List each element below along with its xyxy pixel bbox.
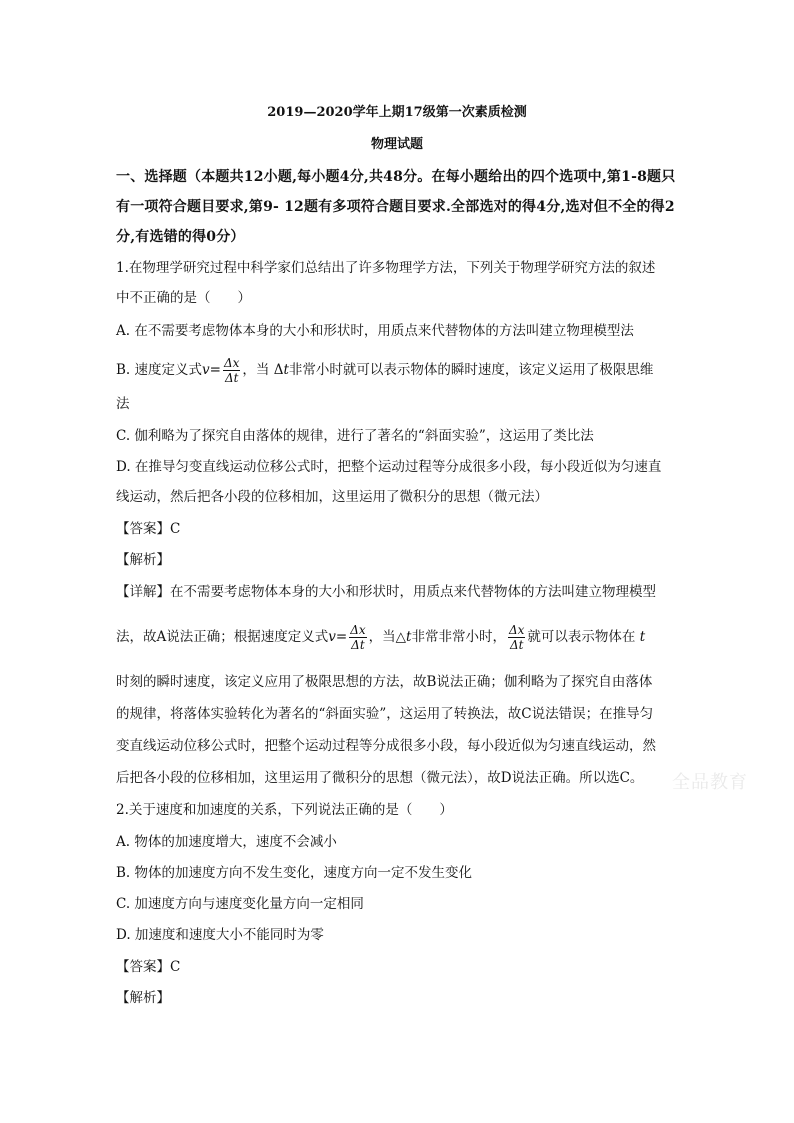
fraction-denominator: Δt	[224, 371, 239, 385]
velocity-fraction-3	[508, 623, 525, 652]
q2-option-c: C. 加速度方向与速度变化量方向一定相同	[116, 896, 364, 912]
q1-option-c: C. 伽利略为了探究自由落体的规律，进行了著名的“斜面实验”，这运用了类比法	[116, 428, 594, 444]
section-heading-line-3: 分,有选错的得0分）	[116, 229, 245, 245]
q1-detail-line-6: 后把各小段的位移相加，这里运用了微积分的思想（微元法），故D说法正确。所以选C。	[116, 770, 644, 786]
fraction-3-numerator: Δx	[508, 623, 525, 637]
q2-option-a: A. 物体的加速度增大，速度不会减小	[116, 834, 337, 850]
velocity-fraction	[223, 356, 240, 385]
q1-detail-2-t2: t	[639, 629, 646, 645]
q1-analysis-label: 【解析】	[116, 552, 170, 568]
fraction-3-denominator: Δt	[509, 638, 524, 652]
section-heading-line-2: 有一项符合题目要求,第9- 12题有多项符合题目要求.全部选对的得4分,选对但不全的得2	[116, 199, 675, 215]
velocity-fraction-2	[349, 623, 366, 652]
q1-option-b-var: v	[202, 362, 210, 378]
q1-option-d-line-2: 线运动，然后把各小段的位移相加，这里运用了微积分的思想（微元法）	[116, 489, 548, 505]
section-heading-line-1: 一、选择题（本题共12小题,每小题4分,共48分。在每小题给出的四个选项中,第1-8题只	[116, 169, 676, 185]
q1-detail-2-t: t	[406, 629, 412, 645]
q1-option-b-t: t	[283, 362, 289, 378]
q1-option-a: A. 在不需要考虑物体本身的大小和形状时，用质点来代替物体的方法叫建立物理模型法	[116, 323, 634, 339]
q2-stem: 2.关于速度和加速度的关系，下列说法正确的是（ ）	[116, 802, 453, 818]
q1-stem-line-2: 中不正确的是（ ）	[116, 290, 251, 306]
q1-detail-line-5: 变直线运动位移公式时，把整个运动过程等分成很多小段，每小段近似为匀速直线运动，然	[116, 738, 656, 754]
q1-detail-line-1: 【详解】在不需要考虑物体本身的大小和形状时，用质点来代替物体的方法叫建立物理模型	[116, 584, 656, 600]
q2-option-d: D. 加速度和速度大小不能同时为零	[116, 927, 324, 943]
fraction-2-denominator: Δt	[351, 638, 365, 652]
q1-option-b-eq: =	[209, 362, 221, 378]
q1-detail-2-prefix: 法，故A说法正确；根据速度定义式	[116, 629, 329, 645]
q1-answer: 【答案】C	[116, 521, 181, 537]
fraction-numerator: Δx	[223, 356, 240, 370]
exam-title: 2019—2020学年上期17级第一次素质检测	[267, 105, 527, 120]
q2-answer: 【答案】C	[116, 959, 181, 975]
q1-option-b-prefix: B. 速度定义式	[116, 362, 203, 378]
q2-analysis-label: 【解析】	[116, 990, 170, 1006]
q1-detail-2-mid2: 非常非常小时，	[411, 629, 506, 645]
q1-option-b-suffix: 非常小时就可以表示物体的瞬时速度，该定义运用了极限思维	[288, 362, 654, 378]
q1-option-b-mid: ，当 Δ	[242, 362, 284, 378]
q1-option-d-line-1: D. 在推导匀变直线运动位移公式时，把整个运动过程等分成很多小段，每小段近似为匀速直	[116, 459, 662, 475]
fraction-2-numerator: Δx	[350, 623, 366, 637]
q1-detail-2-eq: =	[335, 629, 348, 645]
q2-option-b: B. 物体的加速度方向不发生变化，速度方向一定不发生变化	[116, 865, 473, 881]
q1-detail-2-var: v	[328, 629, 336, 645]
q1-option-b	[116, 353, 696, 387]
q1-detail-2-post: 就可以表示物体在	[527, 629, 636, 645]
q1-detail-2-mid: ，当△	[368, 629, 407, 645]
watermark: 全品教育	[672, 772, 748, 793]
q1-detail-line-4: 的规律，将落体实验转化为著名的“斜面实验”，这运用了转换法，故C说法错误；在推导匀	[116, 706, 654, 722]
q1-detail-line-3: 时刻的瞬时速度，该定义应用了极限思想的方法，故B说法正确；伽利略为了探究自由落体	[116, 674, 653, 690]
exam-subtitle: 物理试题	[370, 137, 423, 152]
q1-stem-line-1: 1.在物理学研究过程中科学家们总结出了许多物理学方法，下列关于物理学研究方法的叙述	[116, 260, 656, 276]
q1-option-b-continued: 法	[116, 396, 130, 412]
q1-detail-line-2	[116, 618, 696, 656]
